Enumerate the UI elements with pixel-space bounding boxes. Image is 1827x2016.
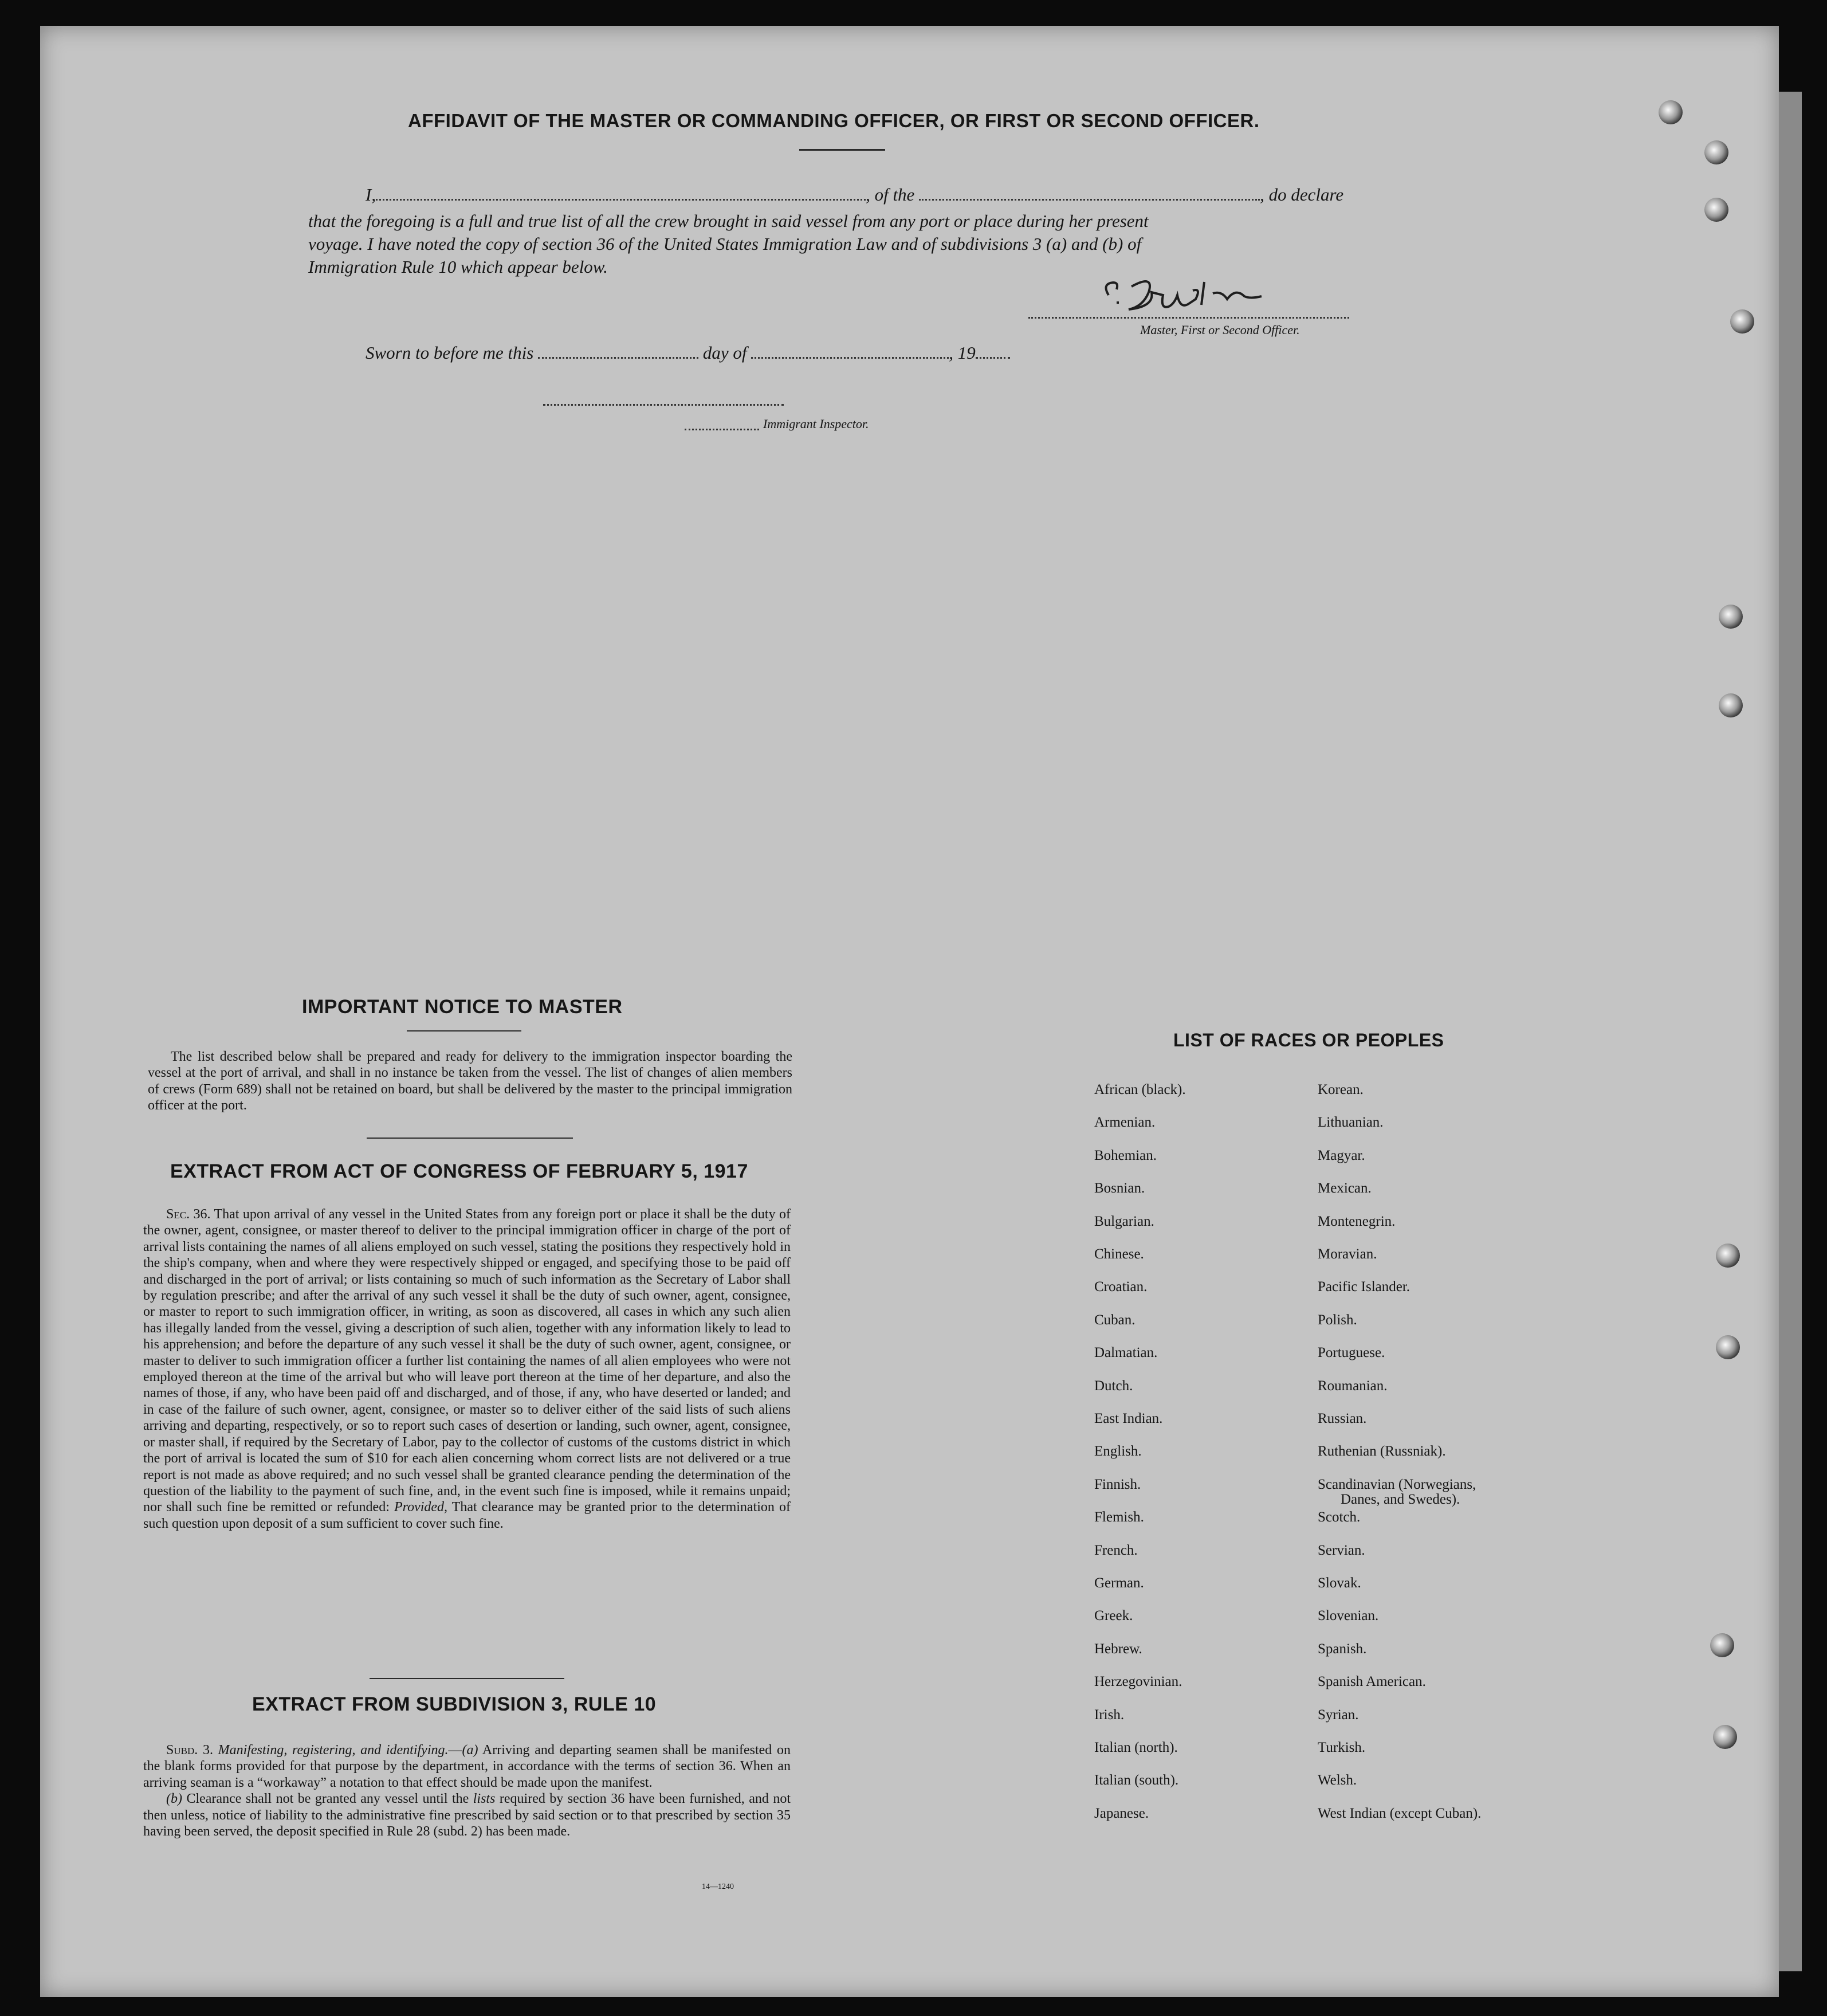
race-item: Pacific Islander. (1318, 1279, 1410, 1295)
race-item: Bulgarian. (1094, 1213, 1154, 1229)
binding-hole (1719, 605, 1743, 629)
affidavit-line-1 (366, 185, 1343, 205)
race-item: Roumanian. (1318, 1378, 1388, 1394)
race-item: West Indian (except Cuban). (1318, 1805, 1482, 1821)
sworn-month-field[interactable] (751, 344, 949, 359)
race-item: Dutch. (1094, 1378, 1133, 1394)
race-item: Scotch. (1318, 1509, 1361, 1525)
race-item: Italian (north). (1094, 1740, 1178, 1755)
race-item: Montenegrin. (1318, 1213, 1396, 1229)
subdivision-a-paragraph: Subd. 3. Manifesting, registering, and identifying.—(a) Arriving and departing seamen shall be manifested on the blank forms provided for that purpose by the department, in accordance with the terms of section 36. When an arriving seaman is a “workaway” a notation to that effect should be made upon the manifest. (143, 1743, 791, 1790)
title-divider (799, 149, 885, 151)
race-item: French. (1094, 1542, 1138, 1558)
race-item: Danes, and Swedes). (1341, 1491, 1460, 1507)
race-item: Syrian. (1318, 1707, 1359, 1723)
page-edge (1779, 92, 1802, 1971)
signature-line (1028, 317, 1349, 319)
race-item: Chinese. (1094, 1246, 1144, 1262)
race-item: Hebrew. (1094, 1641, 1142, 1657)
subd-a-text: Arriving and departing seamen shall be manifested on the blank forms provided for that purpose by the department, in accordance with the terms of section 36. When an arriving seaman is a “workaway” a notation to that effect should be made upon the manifest. (143, 1743, 791, 1790)
notice-paragraph: The list described below shall be prepared and ready for delivery to the immigration inspector boarding the vessel at the port of arrival, and shall in no instance be taken from the vessel. The list of changes of alien members of crews (Form 689) shall not be retained on board, but shall be delivered by the master to the principal immigration officer at the port. (148, 1049, 792, 1113)
subdivision-b-paragraph (143, 1791, 791, 1839)
binding-hole (1659, 100, 1683, 124)
race-item: Russian. (1318, 1411, 1367, 1426)
inspector-signature-line (543, 404, 784, 406)
sworn-day-field[interactable] (538, 344, 698, 359)
declarant-prefix: I, (366, 185, 376, 205)
section-label: Sec. 36. (166, 1207, 211, 1222)
provided-label: Provided, (394, 1500, 448, 1515)
race-item: Greek. (1094, 1608, 1133, 1624)
subd-b-text-2: required by section 36 have been furnished, and not then unless, notice of liability to the administrative fine prescribed by said section or to that prescribed by section 35 having been served, the deposit specified in Rule 28 (subd. 2) has been made. (143, 1791, 791, 1839)
declarant-name-field[interactable] (376, 186, 866, 201)
form-number: 14—1240 (702, 1882, 734, 1891)
day-of-label: day of (702, 343, 747, 363)
race-item: Finnish. (1094, 1476, 1141, 1492)
race-item: Moravian. (1318, 1246, 1377, 1262)
race-item: Irish. (1094, 1707, 1125, 1723)
vessel-name-field[interactable] (919, 186, 1260, 201)
race-item: Lithuanian. (1318, 1115, 1384, 1131)
race-item: Portuguese. (1318, 1345, 1385, 1361)
affidavit-title: AFFIDAVIT OF THE MASTER OR COMMANDING OFFICER, OR FIRST OR SECOND OFFICER. (408, 110, 1260, 131)
sworn-line (366, 343, 1010, 363)
race-item: Flemish. (1094, 1509, 1144, 1525)
notice-divider (407, 1030, 521, 1031)
affidavit-line-4: Immigration Rule 10 which appear below. (308, 257, 608, 277)
subd-b-text-1: Clearance shall not be granted any vessel until the (186, 1791, 469, 1807)
subd-heading: Manifesting, registering, and identifying. (218, 1743, 449, 1758)
race-item: Servian. (1318, 1542, 1365, 1558)
race-item: Polish. (1318, 1312, 1357, 1328)
race-item: Armenian. (1094, 1115, 1156, 1131)
races-title: LIST OF RACES OR PEOPLES (1173, 1030, 1444, 1050)
binding-hole (1719, 693, 1743, 717)
notice-title: IMPORTANT NOTICE TO MASTER (302, 996, 623, 1018)
sworn-year-field[interactable] (976, 344, 1010, 359)
race-item: Ruthenian (Russniak). (1318, 1444, 1446, 1460)
race-item: Japanese. (1094, 1805, 1149, 1821)
race-item: Bosnian. (1094, 1180, 1145, 1197)
affidavit-line-2: that the foregoing is a full and true list of all the crew brought in said vessel from any port or place during her present (308, 211, 1149, 231)
binding-hole (1716, 1244, 1740, 1268)
race-item: Magyar. (1318, 1147, 1365, 1163)
act-extract-body (143, 1206, 791, 1532)
inspector-dots (685, 429, 759, 430)
race-item: Slovak. (1318, 1575, 1361, 1591)
act-paragraph (143, 1206, 791, 1532)
sworn-prefix: Sworn to before me this (366, 343, 534, 363)
race-item: Turkish. (1318, 1740, 1366, 1755)
race-item: East Indian. (1094, 1411, 1163, 1426)
race-item: Italian (south). (1094, 1772, 1179, 1788)
affidavit-line-3: voyage. I have noted the copy of section 36 of the United States Immigration Law and of subdivisions 3 (a) and (b) of (308, 234, 1142, 254)
race-item: Welsh. (1318, 1772, 1357, 1788)
inspector-label: Immigrant Inspector. (763, 417, 869, 431)
race-item: Bohemian. (1094, 1147, 1157, 1163)
race-item: African (black). (1094, 1082, 1186, 1097)
section-text: That upon arrival of any vessel in the United States from any foreign port or place it shall be the duty of the owner, agent, consignee, or master thereof to deliver to the principal immigration officer in charge of the port of arrival lists containing the names of all aliens employed on such vessel, stating the positions they respectively hold in the ship's company, when and where they were respectively shipped or engaged, and specifying those to be paid off and discharged in the port of arrival; or lists containing so much of such information as the Secretary of Labor shall by regulation prescribe; and after the arrival of any such vessel it shall be the duty of such owner, agent, consignee, or master to report to such immigration officer, in writing, as soon as discovered, all cases in which any such alien has illegally landed from the vessel, giving a description of such alien, together with any information likely to lead to his apprehension; and before the departure of any such vessel it shall be the duty of such owner, agent, consignee, or master to deliver to such immigration officer a further list containing the names of all alien employees who were not employed thereon at the time of the arrival but who will leave port thereon at the time of her departure, and also the names of those, if any, who have been paid off and discharged, and of those, if any, who have deserted or landed; and in case of the failure of such owner, agent, consignee, or master so to deliver either of the said lists of such aliens arriving and departing, respectively, or so to report such cases of desertion or landing, such owner, agent, consignee, or master shall, if required by the Secretary of Labor, pay to the collector of customs of the customs district in which the port of arrival is located the sum of $10 for each alien concerning whom correct lists are not delivered or a true report is not made as above required; and no such vessel shall be granted clearance pending the determination of the question of the liability to the payment of such fine, and, in the event such fine is imposed, while it remains unpaid; nor shall such fine be remitted or refunded: (143, 1207, 791, 1515)
binding-hole (1704, 198, 1728, 222)
binding-hole (1713, 1725, 1737, 1749)
race-item: Spanish American. (1318, 1674, 1426, 1690)
race-item: Korean. (1318, 1082, 1364, 1097)
race-item: Cuban. (1094, 1312, 1136, 1328)
notice-body (148, 1049, 792, 1114)
race-item: German. (1094, 1575, 1144, 1591)
race-item: Spanish. (1318, 1641, 1367, 1657)
subd-a-label: (a) (462, 1743, 478, 1758)
race-item: English. (1094, 1444, 1142, 1460)
act-end-divider (370, 1678, 564, 1679)
rule-extract-body (143, 1742, 791, 1839)
declare-label: , do declare (1260, 185, 1344, 205)
binding-hole (1710, 1633, 1734, 1657)
race-item: Dalmatian. (1094, 1345, 1158, 1361)
binding-hole (1704, 140, 1728, 164)
of-the-label: , of the (866, 185, 915, 205)
notice-end-divider (367, 1138, 573, 1139)
subd-b-lists: lists (473, 1791, 496, 1807)
race-item: Scandinavian (Norwegians, (1318, 1476, 1476, 1492)
race-item: Mexican. (1318, 1180, 1372, 1197)
binding-hole (1730, 309, 1754, 334)
subd-label: Subd. 3. (166, 1743, 213, 1758)
race-item: Croatian. (1094, 1279, 1148, 1295)
subd-b-label: (b) (166, 1791, 182, 1807)
race-item: Slovenian. (1318, 1608, 1379, 1624)
signature-label: Master, First or Second Officer. (1140, 323, 1300, 337)
master-signature (1097, 269, 1298, 321)
rule-extract-title: EXTRACT FROM SUBDIVISION 3, RULE 10 (252, 1693, 657, 1715)
race-item: Herzegovinian. (1094, 1674, 1182, 1690)
provided-text: That clearance may be granted prior to the determination of such question upon deposit of a sum sufficient to cover such fine. (143, 1500, 791, 1531)
binding-hole (1716, 1335, 1740, 1359)
act-extract-title: EXTRACT FROM ACT OF CONGRESS OF FEBRUARY 5, 1917 (170, 1160, 748, 1182)
year-prefix: , 19 (949, 343, 976, 363)
